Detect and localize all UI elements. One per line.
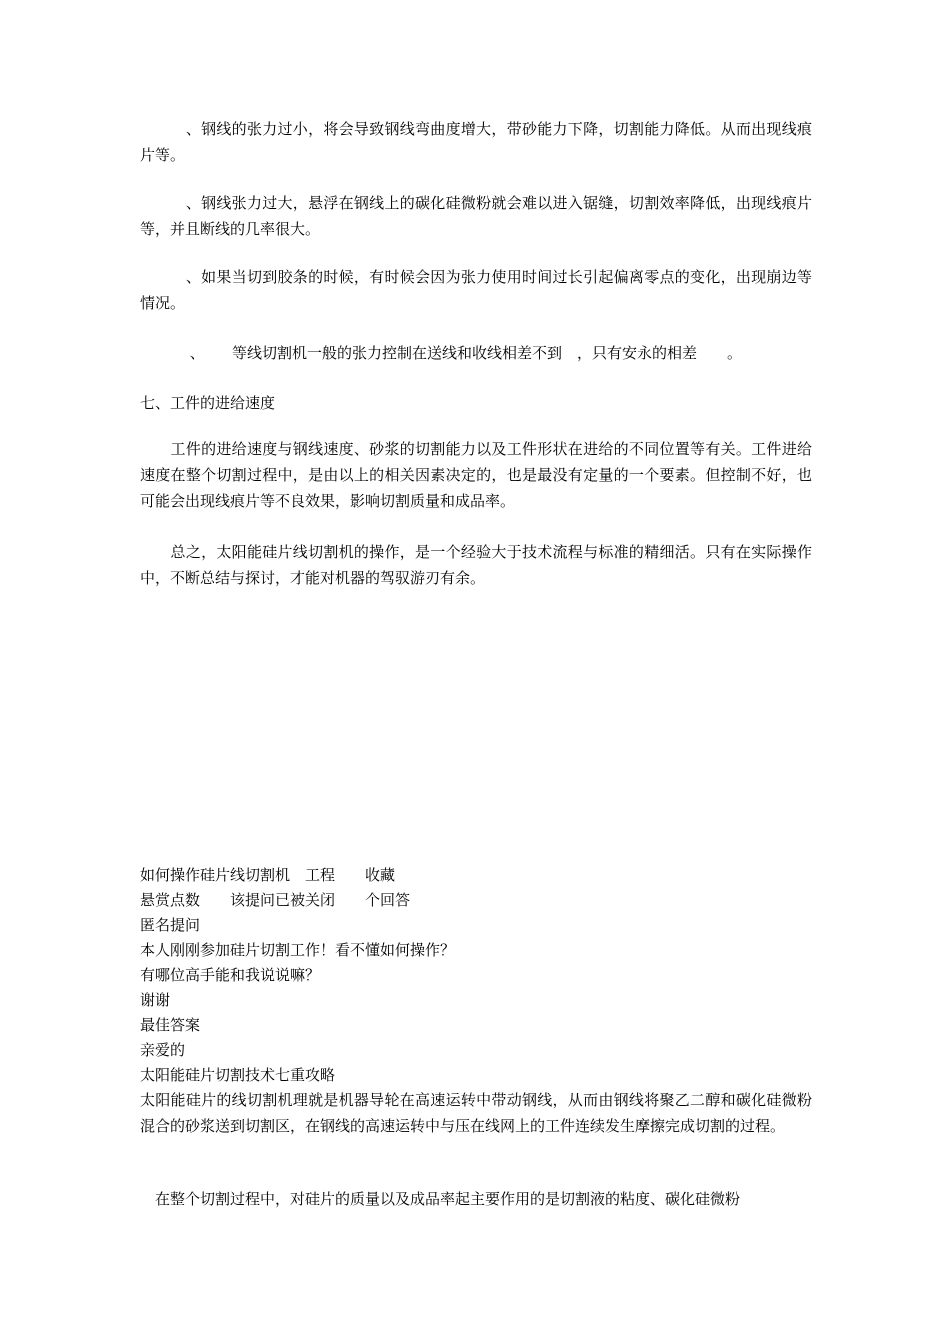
paragraph-cutting-mechanism: 太阳能硅片的线切割机理就是机器导轮在高速运转中带动钢线，从而由钢线将聚乙二醇和碳化硅微粉混合的砂浆送到切割区，在钢线的高速运转中与压在线网上的工件连续发生摩擦完成切割的过程。 <box>140 1091 812 1135</box>
best-answer-label: 最佳答案 <box>140 1016 201 1034</box>
paragraph-summary: 总之，太阳能硅片线切割机的操作，是一个经验大于技术流程与标准的精细活。只有在实际操作中，不断总结与探讨，才能对机器的驾驭游刃有余。 <box>140 543 812 587</box>
paragraph-wire-tension-low: 、钢线的张力过小，将会导致钢线弯曲度增大，带砂能力下降，切割能力降低。从而出现线痕片等。 <box>140 120 812 164</box>
question-body-2: 有哪位高手能和我说说嘛？ <box>140 966 321 984</box>
paragraph-cutting-quality: 在整个切割过程中，对硅片的质量以及成品率起主要作用的是切割液的粘度、碳化硅微粉 <box>140 1190 741 1208</box>
answer-greeting: 亲爱的 <box>140 1041 186 1059</box>
question-meta: 悬赏点数 该提问已被关闭 个回答 <box>140 891 411 909</box>
answer-title: 太阳能硅片切割技术七重攻略 <box>140 1066 336 1084</box>
question-title: 如何操作硅片线切割机 工程 收藏 <box>140 866 396 884</box>
question-thanks: 谢谢 <box>140 991 171 1009</box>
anonymous-label: 匿名提问 <box>140 916 201 934</box>
section-heading-feed-speed: 七、工件的进给速度 <box>140 394 276 412</box>
paragraph-feed-speed: 工件的进给速度与钢线速度、砂浆的切割能力以及工件形状在进给的不同位置等有关。工件进给速度在整个切割过程中，是由以上的相关因素决定的，也是最没有定量的一个要素。但控制不好，也可能会出现线痕片等不良效果，影响切割质量和成品率。 <box>140 440 812 510</box>
paragraph-glue-strip: 、如果当切到胶条的时候，有时候会因为张力使用时间过长引起偏离零点的变化，出现崩边等情况。 <box>140 268 812 312</box>
paragraph-tension-control: 、 等线切割机一般的张力控制在送线和收线相差不到 ，只有安永的相差 。 <box>140 344 743 362</box>
paragraph-wire-tension-high: 、钢线张力过大，悬浮在钢线上的碳化硅微粉就会难以进入锯缝，切割效率降低，出现线痕片等，并且断线的几率很大。 <box>140 194 812 238</box>
question-body-1: 本人刚刚参加硅片切割工作！看不懂如何操作？ <box>140 941 456 959</box>
